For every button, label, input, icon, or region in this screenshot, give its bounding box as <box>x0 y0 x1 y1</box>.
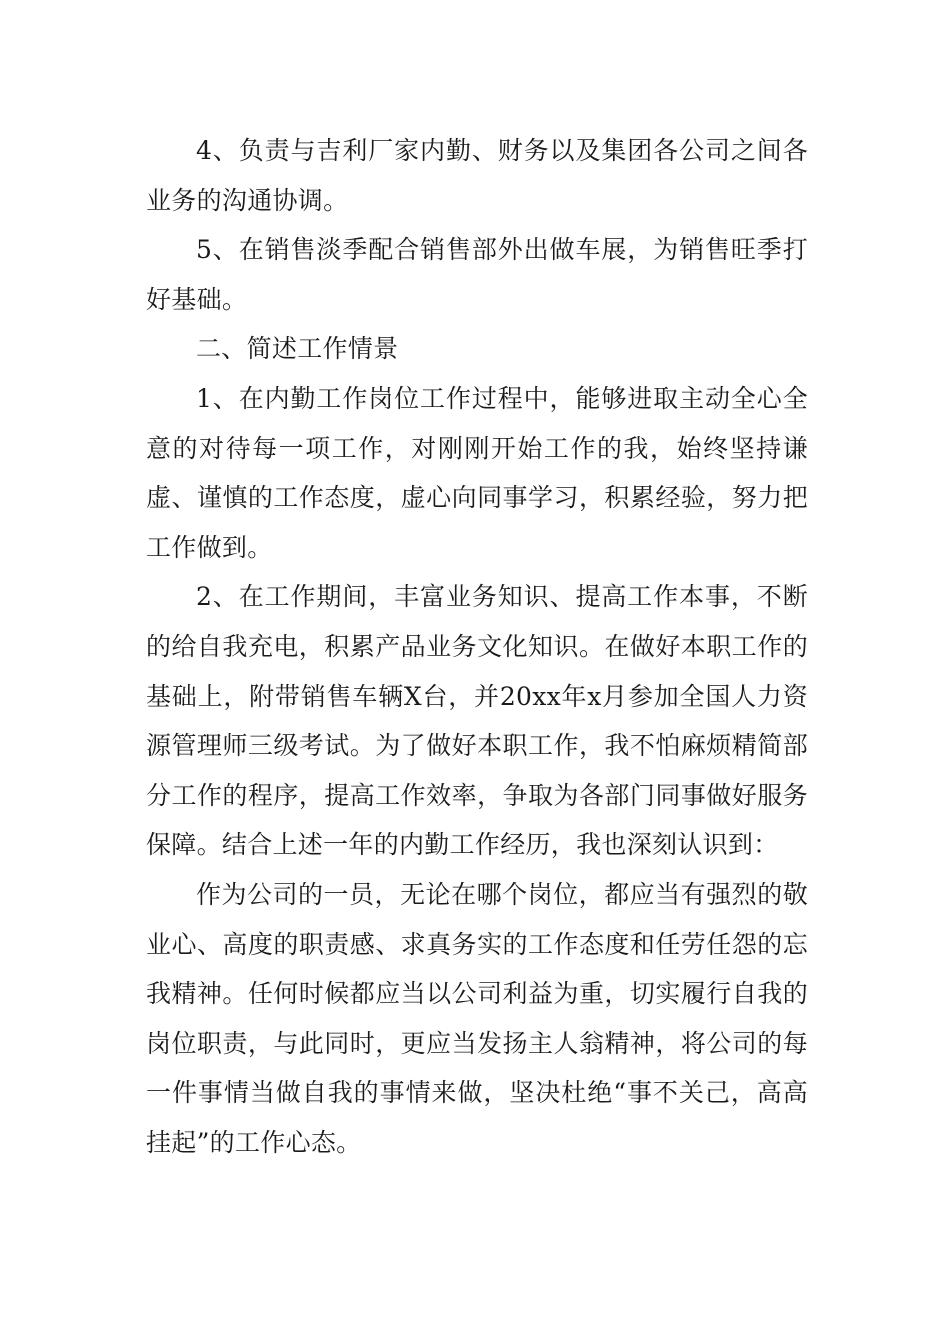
document-body <box>146 126 808 1167</box>
paragraph-item-4: 4、负责与吉利厂家内勤、财务以及集团各公司之间各业务的沟通协调。 <box>146 136 808 215</box>
paragraph-item-5: 5、在销售淡季配合销售部外出做车展，为销售旺季打好基础。 <box>146 235 808 314</box>
paragraph-work-2: 2、在工作期间，丰富业务知识、提高工作本事，不断的给自我充电，积累产品业务文化知识。在做好本职工作的基础上，附带销售车辆X台，并20xx年x月参加全国人力资源管理师三级考试。为了做好本职工作，我不怕麻烦精简部分工作的程序，提高工作效率，争取为各部门同事做好服务保障。结合上述一年的内勤工作经历，我也深刻认识到： <box>146 582 808 860</box>
section-heading: 二、简述工作情景 <box>196 334 399 364</box>
paragraph-conclusion: 作为公司的一员，无论在哪个岗位，都应当有强烈的敬业心、高度的职责感、求真务实的工作态度和任劳任怨的忘我精神。任何时候都应当以公司利益为重，切实履行自我的岗位职责，与此同时，更应当发扬主人翁精神，将公司的每一件事情当做自我的事情来做，坚决杜绝“事不关己，高高挂起”的工作心态。 <box>146 879 808 1157</box>
paragraph-work-1: 1、在内勤工作岗位工作过程中，能够进取主动全心全意的对待每一项工作，对刚刚开始工作的我，始终坚持谦虚、谨慎的工作态度，虚心向同事学习，积累经验，努力把工作做到。 <box>146 383 808 562</box>
